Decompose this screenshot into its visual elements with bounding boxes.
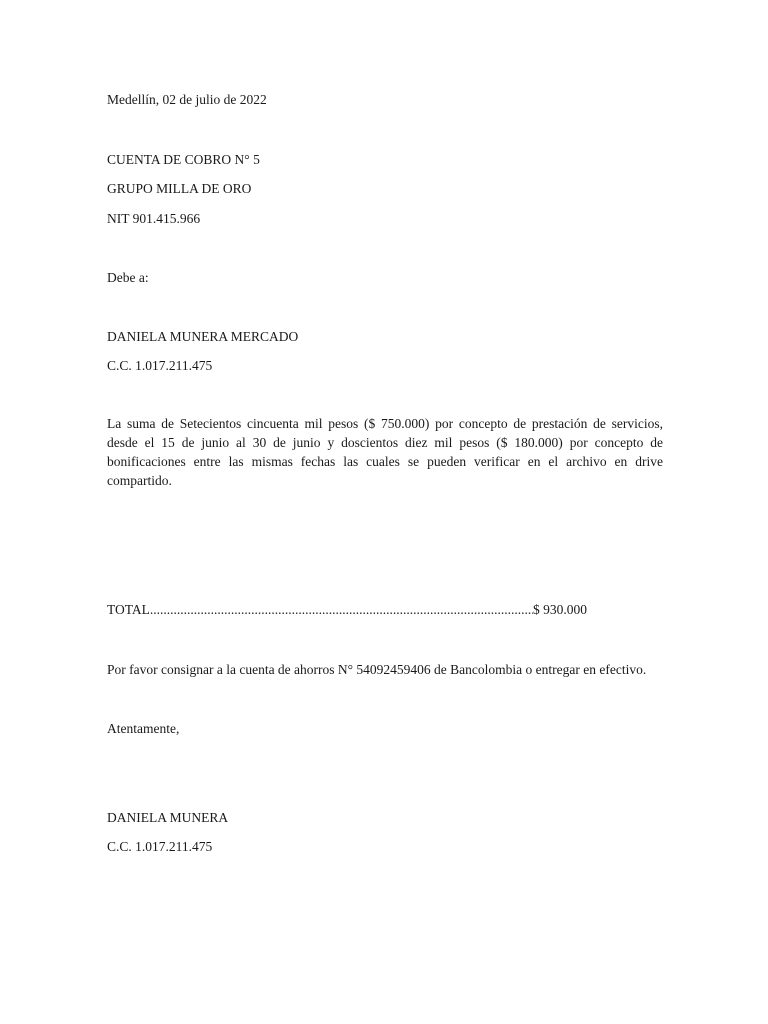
company-nit: NIT 901.415.966	[107, 211, 201, 226]
total-row	[107, 602, 587, 618]
signature-name: DANIELA MUNERA	[107, 810, 229, 825]
payment-instructions: Por favor consignar a la cuenta de ahorros N° 54092459406 de Bancolombia o entregar en efectivo.	[107, 662, 647, 677]
document-title: CUENTA DE COBRO N° 5	[107, 152, 260, 167]
total-leader-dots	[150, 602, 533, 618]
creditor-id: C.C. 1.017.211.475	[107, 358, 213, 373]
signature-id: C.C. 1.017.211.475	[107, 839, 213, 854]
body-paragraph: La suma de Setecientos cincuenta mil pesos ($ 750.000) por concepto de prestación de servicios, desde el 15 de junio al 30 de junio y doscientos diez mil pesos ($ 180.000) por concepto de bonificaciones entre las mismas fechas las cuales se pueden verificar en el archivo en drive compartido.	[107, 416, 663, 488]
place-date: Medellín, 02 de julio de 2022	[107, 92, 267, 107]
creditor-name: DANIELA MUNERA MERCADO	[107, 329, 299, 344]
debtor-intro: Debe a:	[107, 270, 149, 285]
closing: Atentamente,	[107, 721, 180, 736]
company-name: GRUPO MILLA DE ORO	[107, 181, 252, 196]
total-amount: $ 930.000	[533, 602, 587, 617]
total-label: TOTAL	[107, 602, 150, 617]
